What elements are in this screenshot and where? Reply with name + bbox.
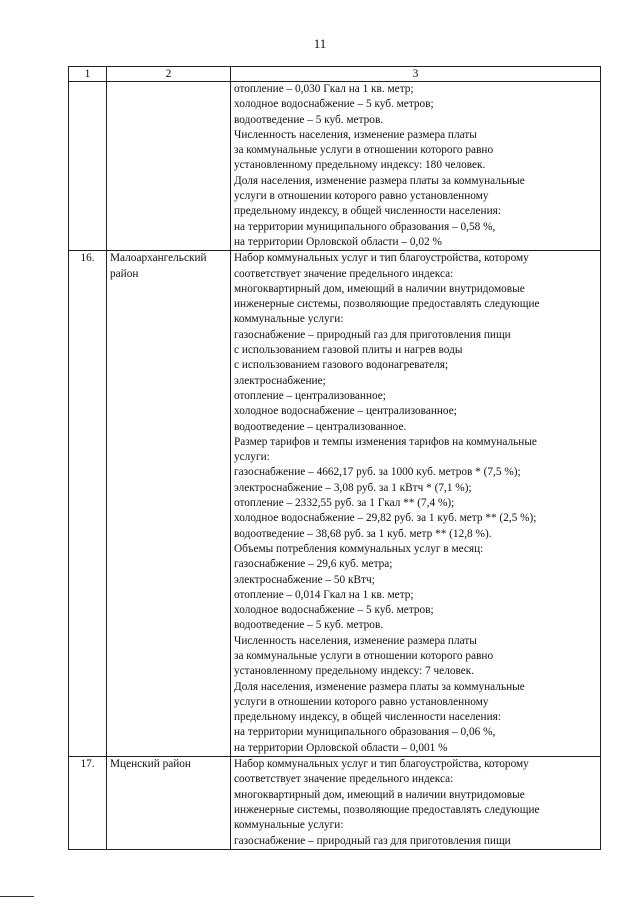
indicator-text-line: холодное водоснабжение – 5 куб. метров;	[234, 98, 434, 111]
indicator-text-line: с использованием газового водонагревателя;	[234, 359, 449, 372]
indicator-text-line: предельному индексу, в общей численности населения:	[234, 205, 501, 218]
indicator-text-line: многоквартирный дом, имеющий в наличии внутридомовые	[234, 788, 525, 801]
indicator-text-line: отопление – 0,014 Гкал на 1 кв. метр;	[234, 588, 414, 601]
indicator-text-line: холодное водоснабжение – централизованное;	[234, 405, 457, 418]
indicator-text-line: водоотведение – централизованное.	[234, 420, 407, 433]
indicator-text-line: услуги в отношении которого равно установленному	[234, 695, 489, 708]
indicator-text-line: газоснабжение – 4662,17 руб. за 1000 куб. метров * (7,5 %);	[234, 466, 521, 479]
indicator-text-line: Размер тарифов и темпы изменения тарифов на коммунальные	[234, 435, 537, 448]
indicator-text-line: Доля населения, изменение размера платы за коммунальные	[234, 174, 525, 187]
indicator-text-line: водоотведение – 5 куб. метров.	[234, 113, 384, 126]
indicator-text-line: Набор коммунальных услуг и тип благоустройства, которому	[234, 252, 529, 265]
indicator-text-line: установленному предельному индексу: 7 человек.	[234, 665, 475, 678]
indicator-text-line: соответствует значение предельного индекса:	[234, 267, 454, 280]
indicator-text-line: предельному индексу, в общей численности населения:	[234, 711, 501, 724]
indicator-text-line: Численность населения, изменение размера платы	[234, 128, 477, 141]
table-body	[69, 82, 601, 850]
margin-mark	[0, 896, 34, 897]
indicator-text-line: электроснабжение – 3,08 руб. за 1 кВтч * (7,1 %);	[234, 481, 472, 494]
indicator-text-line: коммунальные услуги:	[234, 819, 344, 832]
row-number-cell: 16.	[69, 251, 107, 757]
indicator-text-line: газоснабжение – природный газ для приготовления пищи	[234, 328, 511, 341]
indicator-text-line: за коммунальные услуги в отношении которого равно	[234, 144, 494, 157]
indicator-text-line: отопление – 0,030 Гкал на 1 кв. метр;	[234, 83, 414, 95]
table-row	[69, 82, 601, 251]
indicator-text-line: Набор коммунальных услуг и тип благоустройства, которому	[234, 758, 529, 771]
table-row	[69, 251, 601, 757]
indicator-text-line: Доля населения, изменение размера платы за коммунальные	[234, 680, 525, 693]
indicator-text-line: водоотведение – 5 куб. метров.	[234, 619, 384, 632]
indicator-text-line: Численность населения, изменение размера платы	[234, 634, 477, 647]
district-name-cell: Малоархангельский район	[107, 251, 231, 757]
indicator-text-line: Объемы потребления коммунальных услуг в месяц:	[234, 542, 484, 555]
indicator-text-line: установленному предельному индексу: 180 человек.	[234, 159, 486, 172]
indicator-text-line: газоснабжение – природный газ для приготовления пищи	[234, 834, 511, 847]
indicator-text-line: отопление – 2332,55 руб. за 1 Гкал ** (7,4 %);	[234, 497, 455, 510]
district-name-cell: Мценский район	[107, 757, 231, 850]
indicator-text-line: соответствует значение предельного индекса:	[234, 773, 454, 786]
row-number-cell: 17.	[69, 757, 107, 850]
table-header-row	[69, 67, 601, 82]
indicator-text-line: многоквартирный дом, имеющий в наличии внутридомовые	[234, 282, 525, 295]
column-header-1: 1	[69, 67, 107, 82]
indicator-text-line: с использованием газовой плиты и нагрев воды	[234, 344, 463, 357]
table-row	[69, 757, 601, 850]
indicator-text-line: инженерные системы, позволяющие предоставлять следующие	[234, 298, 540, 311]
indicators-table	[68, 66, 601, 850]
page-number: 11	[313, 36, 327, 51]
district-name-cell	[107, 82, 231, 251]
indicator-text-line: холодное водоснабжение – 5 куб. метров;	[234, 604, 434, 617]
indicator-text-line: на территории муниципального образования – 0,58 %,	[234, 220, 496, 233]
indicator-text-line: электроснабжение – 50 кВтч;	[234, 573, 375, 586]
indicator-text-line: инженерные системы, позволяющие предоставлять следующие	[234, 803, 540, 816]
indicator-text-line: холодное водоснабжение – 29,82 руб. за 1 куб. метр ** (2,5 %);	[234, 512, 537, 525]
row-number-cell	[69, 82, 107, 251]
indicator-text-line: коммунальные услуги:	[234, 313, 344, 326]
indicator-text-cell	[231, 82, 601, 251]
indicator-text-line: услуги в отношении которого равно установленному	[234, 190, 489, 203]
indicator-text-line: водоотведение – 38,68 руб. за 1 куб. метр ** (12,8 %).	[234, 527, 492, 540]
indicator-text-line: услуги:	[234, 451, 270, 464]
indicator-text-line: на территории Орловской области – 0,02 %	[234, 235, 442, 248]
indicator-text-line: газоснабжение – 29,6 куб. метра;	[234, 558, 393, 571]
indicator-text-line: на территории Орловской области – 0,001 %	[234, 741, 448, 754]
column-header-3: 3	[231, 67, 601, 82]
indicator-text-line: на территории муниципального образования – 0,06 %,	[234, 726, 496, 739]
indicator-text-cell	[231, 757, 601, 850]
indicator-text-line: отопление – централизованное;	[234, 389, 386, 402]
indicator-text-cell	[231, 251, 601, 757]
indicator-text-line: электроснабжение;	[234, 374, 326, 387]
indicator-text-line: за коммунальные услуги в отношении которого равно	[234, 649, 494, 662]
column-header-2: 2	[107, 67, 231, 82]
